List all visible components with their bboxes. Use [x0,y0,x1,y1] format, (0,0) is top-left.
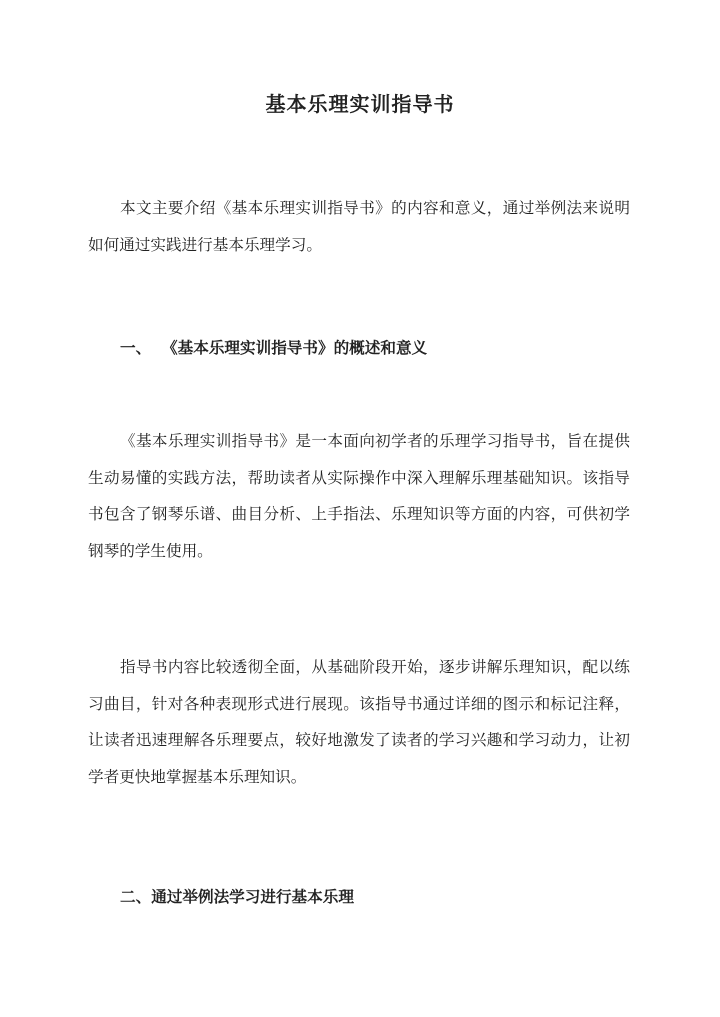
intro-paragraph: 本文主要介绍《基本乐理实训指导书》的内容和意义，通过举例法来说明如何通过实践进行基本乐理学习。 [88,199,630,254]
document-title: 基本乐理实训指导书 [265,92,455,116]
section-2-heading: 二、通过举例法学习进行基本乐理 [120,887,354,906]
section-1-paragraph-1: 《基本乐理实训指导书》是一本面向初学者的乐理学习指导书，旨在提供生动易懂的实践方法，帮助读者从实际操作中深入理解乐理基础知识。该指导书包含了钢琴乐谱、曲目分析、上手指法、乐理知识等方面的内容，可供初学钢琴的学生使用。 [88,432,630,560]
section-1-paragraph-2: 指导书内容比较透彻全面，从基础阶段开始，逐步讲解乐理知识，配以练习曲目，针对各种表现形式进行展现。该指导书通过详细的图示和标记注释，让读者迅速理解各乐理要点，较好地激发了读者的学习兴趣和学习动力，让初学者更快地掌握基本乐理知识。 [88,658,630,786]
section-1-heading: 一、 《基本乐理实训指导书》的概述和意义 [120,338,428,357]
